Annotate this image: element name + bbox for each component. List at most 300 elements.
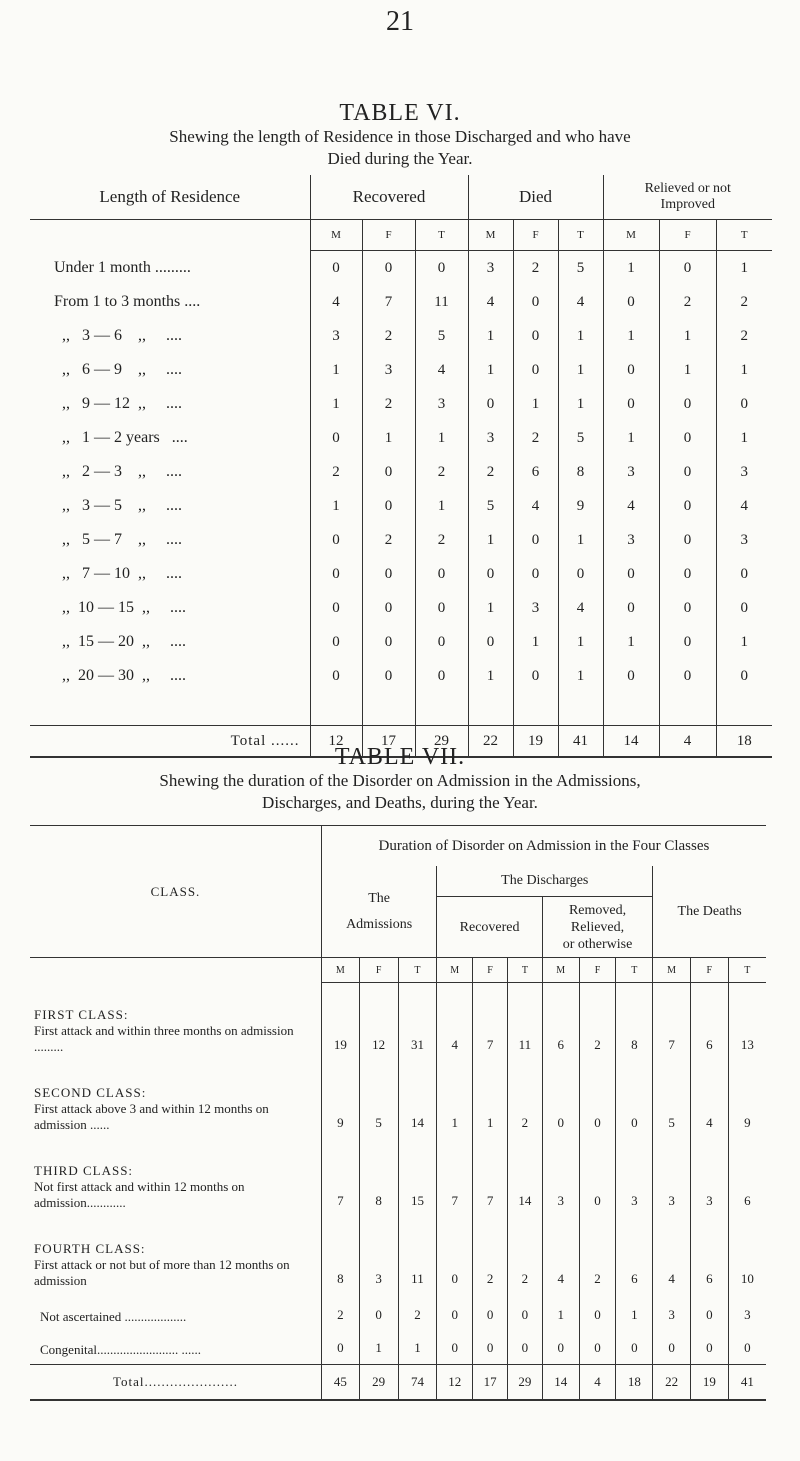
cell-value: 9 [321, 1061, 359, 1139]
header-t: T [716, 220, 772, 251]
cell-value: 0 [362, 489, 415, 523]
cell-value: 0 [473, 1331, 508, 1365]
cell-value: 7 [437, 1139, 473, 1217]
cell-value: 9 [744, 1114, 751, 1130]
header-f: F [359, 958, 398, 983]
cell-value: 2 [513, 421, 558, 455]
cell-value: 1 [310, 489, 362, 523]
cell-value: 0 [603, 591, 659, 625]
cell-value: 3 [740, 531, 748, 548]
cell-value: 19 [321, 983, 359, 1061]
table-row [30, 455, 772, 489]
cell-value: 3 [542, 1139, 579, 1217]
cell-value: 0 [579, 1061, 616, 1139]
cell-value: 11 [508, 983, 543, 1061]
cell-value: 3 [740, 463, 748, 480]
class-description: Not first attack and within 12 months on admission............ [34, 1178, 245, 1210]
cell-value: 0 [310, 523, 362, 557]
header-removed [542, 897, 652, 958]
row-label: ,, 15 — 20 ,, .... [30, 625, 310, 659]
class-cell [30, 1061, 321, 1139]
class-description: Congenital......................... ...... [40, 1342, 202, 1357]
table-row [30, 1295, 766, 1331]
header-m: M [603, 220, 659, 251]
cell-value: 5 [558, 421, 603, 455]
header-m: M [321, 958, 359, 983]
cell-value: 4 [558, 285, 603, 319]
table7-title: TABLE VII. [334, 744, 466, 770]
cell-value: 11 [415, 285, 468, 319]
cell-value: 3 [310, 319, 362, 353]
table-row [30, 421, 772, 455]
cell-value: 5 [468, 489, 513, 523]
header-removed-line1: Removed, [568, 902, 627, 918]
cell-value: 0 [659, 659, 716, 693]
cell-value: 11 [398, 1217, 437, 1295]
class-description: First attack and within three months on admission ......... [34, 1022, 294, 1054]
header-m: M [437, 958, 473, 983]
header-t: T [728, 958, 766, 983]
cell-value: 0 [437, 1331, 473, 1365]
class-cell [30, 983, 321, 1061]
row-label: ,, 10 — 15 ,, .... [30, 591, 310, 625]
cell-value: 2 [513, 251, 558, 286]
table-row [30, 319, 772, 353]
header-died: Died [468, 175, 603, 220]
header-admissions-the: The [368, 890, 390, 906]
cell-value: 5 [653, 1061, 691, 1139]
cell-value: 3 [616, 1139, 653, 1217]
cell-value: 2 [362, 387, 415, 421]
cell-value: 14 [508, 1139, 543, 1217]
cell-value: 4 [558, 591, 603, 625]
row-label: ,, 3 — 6 ,, .... [30, 319, 310, 353]
cell-value: 15 [398, 1139, 437, 1217]
cell-value: 0 [542, 1061, 579, 1139]
cell-value: 2 [508, 1217, 543, 1295]
cell-value: 2 [740, 327, 748, 344]
total-value: 74 [398, 1365, 437, 1401]
cell-value: 1 [468, 659, 513, 693]
table-row [30, 1217, 766, 1295]
cell-value: 1 [468, 353, 513, 387]
cell-value: 0 [659, 455, 716, 489]
cell-value: 3 [362, 353, 415, 387]
total-row [30, 1365, 766, 1401]
class-name: SECOND CLASS: [34, 1084, 147, 1100]
cell-value: 2 [508, 1061, 543, 1139]
class-cell [30, 1295, 321, 1331]
cell-value: 1 [468, 591, 513, 625]
cell-value: 0 [310, 421, 362, 455]
cell-value: 0 [468, 557, 513, 591]
cell-value: 3 [603, 523, 659, 557]
class-name: THIRD CLASS: [34, 1162, 134, 1178]
cell-value: 6 [513, 455, 558, 489]
header-relieved [603, 175, 772, 220]
cell-value: 0 [579, 1295, 616, 1331]
header-length: Length of Residence [30, 175, 310, 220]
cell-value: 0 [513, 353, 558, 387]
cell-value: 1 [659, 319, 716, 353]
cell-value: 1 [398, 1331, 437, 1365]
cell-value: 1 [542, 1295, 579, 1331]
cell-value: 0 [659, 523, 716, 557]
cell-value: 1 [558, 625, 603, 659]
duration-table [30, 825, 766, 1401]
cell-value: 2 [415, 455, 468, 489]
total-value: 18 [716, 726, 772, 758]
cell-value: 1 [740, 259, 748, 276]
cell-value: 0 [310, 659, 362, 693]
total-value: 22 [653, 1365, 691, 1401]
cell-value: 1 [616, 1295, 653, 1331]
row-label: ,, 7 — 10 ,, .... [30, 557, 310, 591]
total-value: 29 [415, 726, 468, 758]
header-admissions-label: Admissions [346, 916, 413, 932]
cell-value: 0 [437, 1295, 473, 1331]
table-row [30, 285, 772, 319]
cell-value: 0 [659, 489, 716, 523]
table6-subtitle-line1: Shewing the length of Residence in those Discharged and who have [169, 127, 631, 146]
cell-value: 2 [310, 455, 362, 489]
cell-value: 1 [310, 387, 362, 421]
cell-value: 6 [690, 983, 728, 1061]
table7-subtitle-line1: Shewing the duration of the Disorder on Admission in the Admissions, [159, 771, 641, 790]
total-value: 4 [579, 1365, 616, 1401]
cell-value: 1 [415, 489, 468, 523]
cell-value: 0 [558, 557, 603, 591]
cell-value: 1 [437, 1061, 473, 1139]
table-row [30, 1061, 766, 1139]
cell-value: 0 [542, 1331, 579, 1365]
class-cell [30, 1139, 321, 1217]
cell-value: 0 [659, 251, 716, 286]
header-f: F [362, 220, 415, 251]
header-f: F [579, 958, 616, 983]
cell-value: 1 [473, 1061, 508, 1139]
cell-value: 0 [468, 387, 513, 421]
cell-value: 0 [310, 625, 362, 659]
cell-value: 2 [398, 1295, 437, 1331]
cell-value: 2 [321, 1295, 359, 1331]
header-recovered: Recovered [310, 175, 468, 220]
cell-value: 3 [415, 387, 468, 421]
row-label: Under 1 month ......... [30, 251, 310, 286]
cell-value: 1 [558, 523, 603, 557]
cell-value: 5 [558, 251, 603, 286]
class-cell [30, 1331, 321, 1365]
row-label: ,, 5 — 7 ,, .... [30, 523, 310, 557]
cell-value: 0 [362, 591, 415, 625]
cell-value: 14 [398, 1061, 437, 1139]
cell-value: 1 [513, 625, 558, 659]
total-value: 17 [362, 726, 415, 758]
total-value: 12 [437, 1365, 473, 1401]
cell-value: 7 [653, 983, 691, 1061]
header-t: T [398, 958, 437, 983]
cell-value: 3 [468, 251, 513, 286]
cell-value: 0 [415, 251, 468, 286]
cell-value: 0 [653, 1331, 691, 1365]
total-value: 41 [558, 726, 603, 758]
total-label: Total...................... [30, 1365, 321, 1401]
cell-value: 6 [744, 1192, 751, 1208]
total-value: 29 [508, 1365, 543, 1401]
cell-value: 8 [558, 455, 603, 489]
cell-value: 1 [603, 319, 659, 353]
cell-value: 4 [310, 285, 362, 319]
cell-value: 1 [659, 353, 716, 387]
header-t: T [508, 958, 543, 983]
cell-value: 1 [415, 421, 468, 455]
header-f: F [690, 958, 728, 983]
cell-value: 1 [603, 421, 659, 455]
cell-value: 0 [616, 1061, 653, 1139]
cell-value: 3 [653, 1295, 691, 1331]
cell-value: 0 [579, 1331, 616, 1365]
row-label: From 1 to 3 months .... [30, 285, 310, 319]
cell-value: 0 [744, 1340, 751, 1355]
header-relieved-line2: Improved [660, 197, 715, 212]
cell-value: 1 [558, 319, 603, 353]
cell-value: 0 [310, 557, 362, 591]
cell-value: 7 [473, 1139, 508, 1217]
cell-value: 5 [415, 319, 468, 353]
header-class: CLASS. [30, 826, 321, 958]
cell-value: 3 [359, 1217, 398, 1295]
cell-value: 0 [740, 395, 748, 412]
cell-value: 0 [659, 421, 716, 455]
cell-value: 4 [690, 1061, 728, 1139]
total-label: Total ...... [30, 726, 310, 758]
cell-value: 3 [744, 1306, 751, 1322]
total-value: 17 [473, 1365, 508, 1401]
total-value: 18 [616, 1365, 653, 1401]
total-value: 41 [728, 1365, 766, 1401]
cell-value: 8 [359, 1139, 398, 1217]
table-row [30, 251, 772, 286]
cell-value: 3 [468, 421, 513, 455]
cell-value: 2 [579, 1217, 616, 1295]
cell-value: 2 [362, 319, 415, 353]
cell-value: 0 [310, 251, 362, 286]
class-cell [30, 1217, 321, 1295]
total-value: 14 [603, 726, 659, 758]
header-t: T [558, 220, 603, 251]
cell-value: 0 [415, 591, 468, 625]
cell-value: 12 [359, 983, 398, 1061]
residence-table [30, 175, 772, 758]
table6-title: TABLE VI. [339, 100, 461, 126]
table-row [30, 1331, 766, 1365]
cell-value: 1 [603, 625, 659, 659]
cell-value: 0 [415, 557, 468, 591]
cell-value: 1 [603, 251, 659, 286]
spacer-row [30, 693, 772, 726]
header-m: M [653, 958, 691, 983]
cell-value: 0 [513, 557, 558, 591]
cell-value: 0 [310, 591, 362, 625]
cell-value: 2 [740, 293, 748, 310]
cell-value: 1 [558, 387, 603, 421]
header-discharges: The Discharges [437, 866, 653, 897]
cell-value: 2 [415, 523, 468, 557]
header-m: M [468, 220, 513, 251]
cell-value: 4 [513, 489, 558, 523]
cell-value: 1 [362, 421, 415, 455]
table-row [30, 1139, 766, 1217]
cell-value: 0 [513, 523, 558, 557]
cell-value: 1 [513, 387, 558, 421]
cell-value: 1 [740, 633, 748, 650]
cell-value: 0 [468, 625, 513, 659]
cell-value: 2 [579, 983, 616, 1061]
cell-value: 3 [603, 455, 659, 489]
row-label: ,, 3 — 5 ,, .... [30, 489, 310, 523]
cell-value: 0 [362, 455, 415, 489]
cell-value: 10 [740, 1270, 754, 1286]
total-value: 4 [659, 726, 716, 758]
cell-value: 1 [359, 1331, 398, 1365]
header-removed-line3: or otherwise [562, 936, 633, 952]
cell-value: 8 [321, 1217, 359, 1295]
cell-value: 2 [362, 523, 415, 557]
cell-value: 6 [690, 1217, 728, 1295]
header-m: M [310, 220, 362, 251]
cell-value: 4 [542, 1217, 579, 1295]
header-duration: Duration of Disorder on Admission in the Four Classes [321, 826, 766, 867]
header-admissions [321, 866, 436, 958]
cell-value: 1 [468, 523, 513, 557]
cell-value: 1 [558, 353, 603, 387]
cell-value: 1 [310, 353, 362, 387]
cell-value: 31 [398, 983, 437, 1061]
cell-value: 0 [513, 285, 558, 319]
row-label: ,, 20 — 30 ,, .... [30, 659, 310, 693]
cell-value: 1 [740, 429, 748, 446]
class-name: FIRST CLASS: [34, 1006, 129, 1022]
table-row [30, 489, 772, 523]
header-deaths: The Deaths [677, 903, 742, 919]
cell-value: 2 [473, 1217, 508, 1295]
cell-value: 4 [437, 983, 473, 1061]
row-label: ,, 9 — 12 ,, .... [30, 387, 310, 421]
cell-value: 0 [362, 251, 415, 286]
table-row [30, 625, 772, 659]
cell-value: 7 [362, 285, 415, 319]
cell-value: 0 [603, 387, 659, 421]
cell-value: 8 [616, 983, 653, 1061]
cell-value: 4 [603, 489, 659, 523]
cell-value: 0 [659, 625, 716, 659]
cell-value: 0 [659, 387, 716, 421]
row-label: ,, 6 — 9 ,, .... [30, 353, 310, 387]
cell-value: 3 [653, 1139, 691, 1217]
header-f: F [513, 220, 558, 251]
cell-value: 3 [513, 591, 558, 625]
cell-value: 0 [415, 659, 468, 693]
cell-value: 0 [473, 1295, 508, 1331]
header-recovered: Recovered [437, 897, 542, 958]
cell-value: 0 [362, 625, 415, 659]
header-removed-line2: Relieved, [570, 919, 625, 935]
cell-value: 2 [468, 455, 513, 489]
cell-value: 9 [558, 489, 603, 523]
cell-value: 0 [579, 1139, 616, 1217]
row-label: ,, 2 — 3 ,, .... [30, 455, 310, 489]
cell-value: 0 [603, 659, 659, 693]
cell-value: 0 [659, 591, 716, 625]
cell-value: 0 [659, 557, 716, 591]
cell-value: 1 [468, 319, 513, 353]
class-description: Not ascertained ................... [40, 1308, 187, 1324]
cell-value: 1 [740, 361, 748, 378]
cell-value: 0 [362, 659, 415, 693]
cell-value: 0 [690, 1295, 728, 1331]
class-name: FOURTH CLASS: [34, 1240, 146, 1256]
cell-value: 0 [740, 565, 748, 582]
total-value: 19 [513, 726, 558, 758]
table-row [30, 983, 766, 1061]
cell-value: 7 [473, 983, 508, 1061]
cell-value: 0 [603, 285, 659, 319]
header-relieved-line1: Relieved or not [644, 181, 731, 196]
table-row [30, 659, 772, 693]
header-f: F [659, 220, 716, 251]
table-row [30, 523, 772, 557]
cell-value: 5 [359, 1061, 398, 1139]
cell-value: 6 [542, 983, 579, 1061]
table-row [30, 387, 772, 421]
class-description: First attack above 3 and within 12 months on admission ...... [34, 1100, 269, 1132]
cell-value: 0 [321, 1331, 359, 1365]
cell-value: 0 [513, 319, 558, 353]
cell-value: 0 [508, 1331, 543, 1365]
header-t: T [616, 958, 653, 983]
total-value: 22 [468, 726, 513, 758]
total-value: 45 [321, 1365, 359, 1401]
header-m: M [542, 958, 579, 983]
total-value: 14 [542, 1365, 579, 1401]
cell-value: 0 [508, 1295, 543, 1331]
cell-value: 0 [362, 557, 415, 591]
cell-value: 13 [740, 1036, 754, 1052]
row-label: ,, 1 — 2 years .... [30, 421, 310, 455]
cell-value: 6 [616, 1217, 653, 1295]
total-value: 29 [359, 1365, 398, 1401]
cell-value: 2 [659, 285, 716, 319]
cell-value: 7 [321, 1139, 359, 1217]
cell-value: 0 [603, 353, 659, 387]
cell-value: 0 [616, 1331, 653, 1365]
table-row [30, 557, 772, 591]
table6-subtitle-line2: Died during the Year. [327, 149, 473, 168]
table-row [30, 591, 772, 625]
header-f: F [473, 958, 508, 983]
cell-value: 1 [558, 659, 603, 693]
cell-value: 0 [740, 599, 748, 616]
class-description: First attack or not but of more than 12 months on admission [34, 1256, 290, 1288]
total-value: 12 [310, 726, 362, 758]
cell-value: 0 [359, 1295, 398, 1331]
cell-value: 3 [690, 1139, 728, 1217]
cell-value: 4 [468, 285, 513, 319]
cell-value: 0 [513, 659, 558, 693]
cell-value: 4 [740, 497, 748, 514]
table7-subtitle-line2: Discharges, and Deaths, during the Year. [262, 793, 538, 812]
page-number: 21 [386, 6, 414, 37]
